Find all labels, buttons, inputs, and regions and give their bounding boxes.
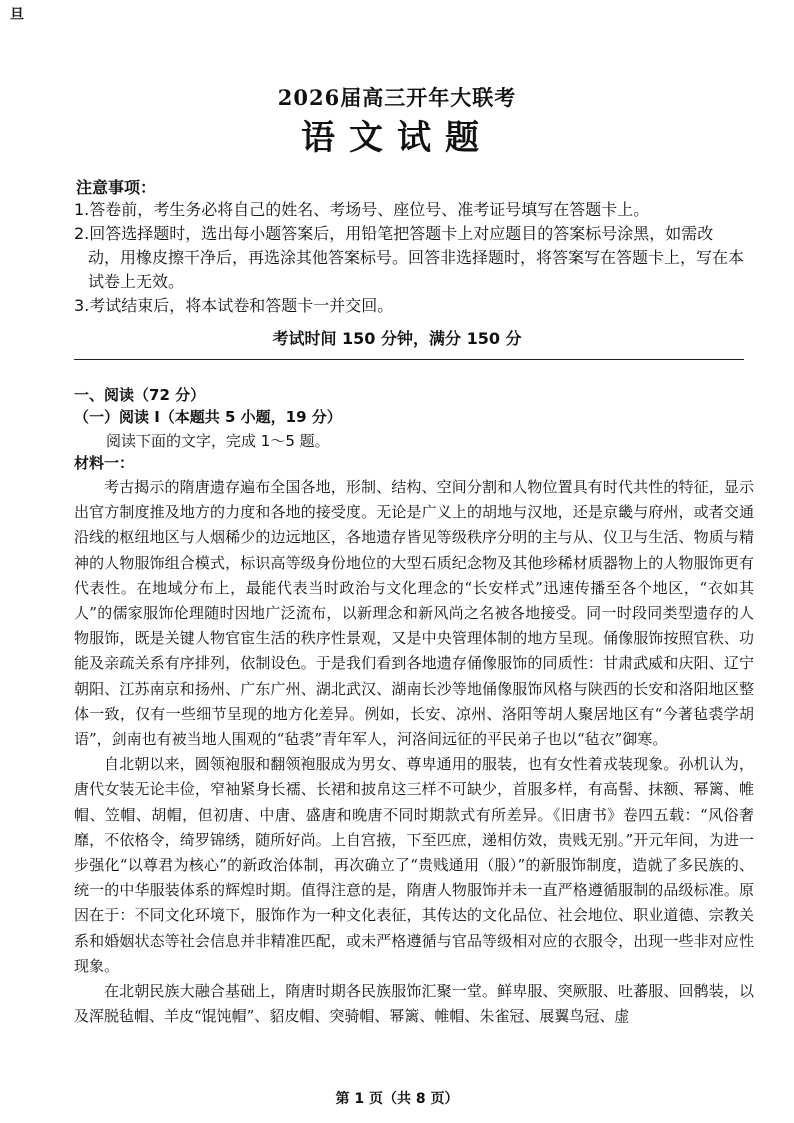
- subsection-heading: （一）阅读 I（本题共 5 小题，19 分）: [74, 408, 342, 426]
- corner-mark: 旦: [10, 7, 24, 23]
- reading-instruction: 阅读下面的文字，完成 1～5 题。: [106, 432, 330, 450]
- exam-info: 考试时间 150 分钟，满分 150 分: [272, 329, 522, 348]
- passage-paragraph: 自北朝以来，圆领袍服和翻领袍服成为男女、尊卑通用的服装，也有女性着戎装现象。孙机认为，唐代女装无论丰俭，窄袖紧身长襦、长裙和披帛这三样不可缺少，首服多样，有高髻、抹额、幂篱、帷帽、笠帽、胡帽，但初唐、中唐、盛唐和晚唐不同时期款式有所差异。《旧唐书》卷四五载：“风俗奢靡，不依格令，绮罗锦绣，随所好尚。上自宫掖，下至匹庶，递相仿效，贵贱无别。”开元年间，为进一步强化“以尊君为核心”的新政治体制，再次确立了“贵贱通用（服）”的新服饰制度，造就了多民族的、统一的中华服装体系的辉煌时期。值得注意的是，隋唐人物服饰并未一直严格遵循服制的品级标准。原因在于：不同文化环境下，服饰作为一种文化表征，其传达的文化品位、社会地位、职业道德、宗教关系和婚姻状态等社会信息并非精准匹配，或未严格遵循与官品等级相对应的衣服令，出现一些非对应性现象。: [74, 755, 754, 975]
- notice-item: 1.答卷前，考生务必将自己的姓名、考场号、座位号、准考证号填写在答题卡上。: [74, 200, 650, 219]
- divider: [74, 359, 744, 360]
- passage-paragraph: 考古揭示的隋唐遗存遍布全国各地，形制、结构、空间分割和人物位置具有时代共性的特征，显示出官方制度推及地方的力度和各地的接受度。无论是广义上的胡地与汉地，还是京畿与府州，或者交通沿线的枢纽地区与人烟稀少的边远地区，各地遗存皆见等级秩序分明的主与从、仪卫与生活、物质与精神的人物服饰组合模式，标识高等级身份地位的大型石质纪念物及其他珍稀材质器物上的人物服饰更有代表性。在地域分布上，最能代表当时政治与文化理念的“长安样式”迅速传播至各个地区，“衣如其人”的儒家服饰伦理随时因地广泛流布，以新理念和新风尚之名被各地接受。同一时段同类型遗存的人物服饰，既是关键人物官宦生活的秩序性景观，又是中央管理体制的地方呈现。俑像服饰按照官秩、功能及亲疏关系有序排列，依制设色。于是我们看到各地遗存俑像服饰的同质性：甘肃武威和庆阳、辽宁朝阳、江苏南京和扬州、广东广州、湖北武汉、湖南长沙等地俑像服饰风格与陕西的长安和洛阳地区整体一致，仅有一些细节呈现的地方化差异。例如，长安、凉州、洛阳等胡人聚居地区有“今著毡裘学胡语”，剑南也有被当地人围观的“毡裘”青年军人，河洛间远征的平民弟子也以“毡衣”御寒。: [74, 478, 754, 749]
- exam-title: 2026届高三开年大联考: [277, 85, 517, 110]
- passage-paragraph: 在北朝民族大融合基础上，隋唐时期各民族服饰汇聚一堂。鲜卑服、突厥服、吐蕃服、回鹘装，以及浑脱毡帽、羊皮“馄饨帽”、貂皮帽、突骑帽、幂篱、帷帽、朱雀冠、展翼鸟冠、虚: [74, 982, 754, 1026]
- subject-title: 语文试题: [301, 118, 493, 158]
- page-number: 第 1 页（共 8 页）: [335, 1091, 459, 1107]
- material-label: 材料一：: [74, 454, 135, 472]
- notice-item: 2.回答选择题时，选出每小题答案后，用铅笔把答题卡上对应题目的答案标号涂黑，如需改动，用橡皮擦干净后，再选涂其他答案标号。回答非选择题时，将答案写在答题卡上，写在本试卷上无效。: [74, 224, 745, 291]
- notice-list: [74, 198, 744, 318]
- section-heading: 一、阅读（72 分）: [74, 386, 206, 404]
- notice-item: 3.考试结束后，将本试卷和答题卡一并交回。: [74, 296, 394, 315]
- notice-heading: 注意事项：: [76, 178, 157, 197]
- reading-passage: [74, 475, 754, 1029]
